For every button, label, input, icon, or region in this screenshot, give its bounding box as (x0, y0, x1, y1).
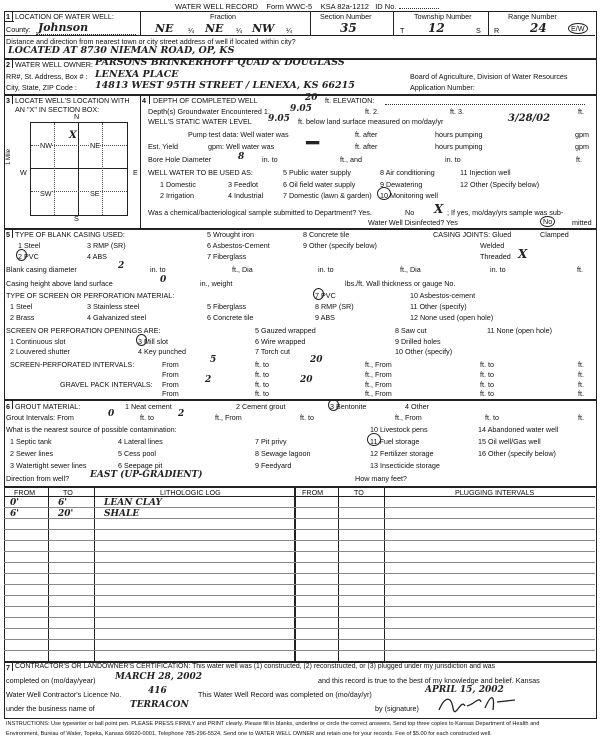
groundwater-label: Depth(s) Groundwater Encountered 1. (148, 107, 270, 116)
blank-diam-value[interactable]: 2 (118, 261, 125, 271)
gravel-to-value[interactable]: 20 (300, 375, 313, 385)
bore-label: Bore Hole Diameter (148, 155, 212, 164)
use-10-circle (377, 187, 391, 200)
chem-mitted: mitted (572, 218, 592, 227)
log-litho-header: LITHOLOGIC LOG (160, 488, 221, 497)
compass-e: E (133, 168, 138, 177)
ew-circled[interactable]: E/W (568, 23, 588, 34)
location-mark: X (69, 130, 77, 141)
pump-gpm: gpm (575, 130, 589, 139)
grout-4[interactable]: 4 Other (405, 402, 429, 411)
log-row-line (4, 507, 595, 508)
grout-from-value[interactable]: 0 (108, 409, 115, 419)
chem-rest: ; If yes, mo/day/yrs sample was sub- (447, 208, 564, 217)
casing-height-value[interactable]: 0 (160, 275, 167, 285)
log-row-line (4, 606, 595, 607)
log-row-1-desc[interactable]: LEAN CLAY (104, 498, 162, 508)
static-label: WELL'S STATIC WATER LEVEL (148, 117, 252, 126)
spi-from-value[interactable]: 5 (210, 355, 217, 365)
instructions-line-2: Environment, Bureau of Water, Topeka, Kansas 66620-0001. Telephone 785-296-5524. Send one to WATER WELL OWNER and retain one for your records. Fee of $5.00 for each constructed well. (6, 731, 492, 737)
contam-3[interactable]: 3 Watertight sewer lines (10, 461, 87, 470)
gravel-from-2: ft., From (365, 380, 392, 389)
grout-2[interactable]: 2 Cement grout (236, 402, 286, 411)
screen-9[interactable]: 9 ABS (315, 313, 335, 322)
opening-3[interactable]: 3 Mill slot (138, 337, 168, 346)
use-8[interactable]: 8 Air conditioning (380, 168, 435, 177)
use-1[interactable]: 1 Domestic (160, 180, 196, 189)
log-row-line (4, 639, 595, 640)
grout-to-2: ft. to (300, 413, 314, 422)
city-label: City, State, ZIP Code : (6, 83, 77, 92)
compass-s: S (74, 214, 79, 223)
chem-no[interactable]: No (405, 208, 415, 217)
ksa-ref: KSA 82a-1212 (320, 2, 369, 11)
log-row-line (4, 529, 595, 530)
screen-10[interactable]: 10 Asbestos-cement (410, 291, 476, 300)
contam-12[interactable]: 12 Fertilizer storage (370, 449, 434, 458)
gw-ft: ft. (578, 107, 584, 116)
screen-8[interactable]: 8 RMP (SR) (315, 302, 354, 311)
spi-ft-row2: ft. (578, 370, 584, 379)
casing-in-weight: in., weight (200, 279, 233, 288)
section-1-number: 1 (6, 12, 10, 21)
fraction-label: Fraction (210, 12, 236, 21)
joints-clamped[interactable]: Clamped (540, 230, 569, 239)
city-value[interactable]: 14813 WEST 95TH STREET / LENEXA, KS 66215 (95, 80, 355, 91)
static-rest: ft. below land surface measured on mo/day/yr (298, 117, 444, 126)
opening-7[interactable]: 7 Torch cut (255, 347, 291, 356)
screen-1[interactable]: 1 Steel (10, 302, 33, 311)
blank-ft-dia-2: ft., Dia (400, 265, 421, 274)
opening-5[interactable]: 5 Gauzed wrapped (255, 326, 316, 335)
use-4[interactable]: 4 Industrial (228, 191, 264, 200)
casing-label: TYPE OF BLANK CASING USED: (15, 230, 125, 239)
contam-6[interactable]: 6 Seepage pit (118, 461, 163, 470)
quarter-3: ¼ (286, 26, 292, 35)
quadrant-nw: NW (40, 141, 52, 150)
owner-value[interactable]: PARSONS BRINKERHOFF QUAD & DOUGLASS (95, 57, 345, 68)
spi-to-2: ft. to (480, 360, 494, 369)
chem-label: Was a chemical/bacteriological sample submitted to Department? Yes. (148, 208, 372, 217)
direction-value[interactable]: EAST (UP-GRADIENT) (90, 470, 203, 480)
log-row-2-from[interactable]: 6' (10, 509, 20, 519)
casing-5[interactable]: 5 Wrought iron (207, 230, 255, 239)
joints-welded[interactable]: Welded (480, 241, 505, 250)
contam-9[interactable]: 9 Feedyard (255, 461, 292, 470)
fraction-2[interactable]: NE (205, 22, 224, 35)
spi-ft: ft. (578, 360, 584, 369)
depth-label: DEPTH OF COMPLETED WELL (153, 96, 258, 105)
gravel-to-2-row2: ft. to (480, 389, 494, 398)
bore-in-to: in. to (262, 155, 278, 164)
spi-from-label: From (162, 360, 179, 369)
use-3[interactable]: 3 Feedlot (228, 180, 258, 189)
section-5-number: 5 (6, 230, 10, 239)
range-label: Range Number (508, 12, 557, 21)
locate-label-2: AN "X" IN SECTION BOX: (15, 105, 100, 114)
contam-4[interactable]: 4 Lateral lines (118, 437, 163, 446)
pump-after: ft. after (355, 130, 378, 139)
bore-in-to-2: in. to (445, 155, 461, 164)
spi-from-label-row2: From (162, 370, 179, 379)
log-row-line (4, 573, 595, 574)
screen-7[interactable]: 7 PVC (315, 291, 336, 300)
grout-to-3: ft. to (485, 413, 499, 422)
blank-in-to: in. to (150, 265, 166, 274)
grout-ft: ft. (578, 413, 584, 422)
screen-5[interactable]: 5 Fiberglass (207, 302, 247, 311)
grout-to-value[interactable]: 2 (178, 409, 185, 419)
screen-3[interactable]: 3 Stainless steel (87, 302, 140, 311)
blank-diam-label: Blank casing diameter (6, 265, 77, 274)
gravel-to-label: ft. to (255, 380, 269, 389)
casing-6[interactable]: 6 Asbestos-Cement (207, 241, 270, 250)
completed-date[interactable]: MARCH 28, 2002 (115, 672, 203, 682)
static-value[interactable]: 9.05 (268, 114, 290, 124)
casing-lbs: lbs./ft. Wall thickness or gauge No. (345, 279, 456, 288)
r-label: R (494, 26, 500, 35)
casing-8[interactable]: 8 Concrete tile (303, 230, 350, 239)
screen-11[interactable]: 11 Other (specify) (410, 302, 467, 311)
threaded-mark: X (518, 247, 528, 261)
county-value[interactable]: Johnson (38, 21, 89, 34)
quarter-1: ¼ (188, 26, 194, 35)
casing-7[interactable]: 7 Fiberglass (207, 252, 247, 261)
log-table (4, 486, 597, 663)
log-row-line (4, 562, 595, 563)
opening-1[interactable]: 1 Continuous slot (10, 337, 66, 346)
gravel-label: GRAVEL PACK INTERVALS: (60, 380, 153, 389)
grout-3-circle (328, 399, 339, 411)
spi-to-value[interactable]: 20 (310, 355, 323, 365)
section-2-number: 2 (6, 60, 10, 69)
how-many-feet: How many feet? (355, 474, 407, 483)
opening-3-circle (136, 334, 147, 346)
contam-11[interactable]: 11 Fuel storage (370, 437, 420, 446)
depth-value[interactable]: 20 (305, 93, 318, 103)
section-box[interactable] (30, 122, 128, 216)
contam-15[interactable]: 15 Oil well/Gas well (478, 437, 541, 446)
blank-ft-dia: ft., Dia (232, 265, 253, 274)
contam-5[interactable]: 5 Cess pool (118, 449, 156, 458)
pump-test-label: Pump test data: Well water was (188, 130, 289, 139)
contam-2[interactable]: 2 Sewer lines (10, 449, 54, 458)
quadrant-se: SE (90, 189, 100, 198)
contractor-signature (435, 692, 525, 716)
casing-9[interactable]: 9 Other (specify below) (303, 241, 377, 250)
spi-to-2-row2: ft. to (480, 370, 494, 379)
yield-hours: hours pumping (435, 142, 483, 151)
elevation-label: ft. ELEVATION: (325, 96, 375, 105)
licence-value[interactable]: 416 (148, 686, 167, 696)
completed-label: completed on (mo/day/year) (6, 676, 96, 685)
compass-n: N (74, 112, 80, 121)
gw-ft2: ft. 2. (365, 107, 379, 116)
screen-label: TYPE OF SCREEN OR PERFORATION MATERIAL: (6, 291, 175, 300)
contam-14[interactable]: 14 Abandoned water well (478, 425, 559, 434)
use-6[interactable]: 6 Oil field water supply (283, 180, 356, 189)
use-label: WELL WATER TO BE USED AS: (148, 168, 253, 177)
township-label: Township Number (414, 12, 472, 21)
form-header (175, 2, 439, 11)
form-title: WATER WELL RECORD (175, 2, 259, 11)
plug-from-header: FROM (302, 488, 324, 497)
spi-to-label-row2: ft. to (255, 370, 269, 379)
log-row-line (4, 595, 595, 596)
gravel-ft: ft. (578, 380, 584, 389)
use-11[interactable]: 11 Injection well (460, 168, 511, 177)
contam-label: What is the nearest source of possible contamination: (6, 425, 177, 434)
gravel-from-value[interactable]: 2 (205, 375, 212, 385)
use-7[interactable]: 7 Domestic (lawn & garden) (283, 191, 372, 200)
grout-intervals-label: Grout Intervals: From (6, 413, 74, 422)
contam-10[interactable]: 10 Livestock pens (370, 425, 428, 434)
casing-1[interactable]: 1 Steel (18, 241, 41, 250)
use-12[interactable]: 12 Other (Specify below) (460, 180, 540, 189)
plug-intervals-header: PLUGGING INTERVALS (455, 488, 535, 497)
cert-line-1: CONTRACTOR'S OR LANDOWNER'S CERTIFICATION: This water well was (1) constructed, (2) reconstructed, or (3) plugged under my jurisdiction and was (15, 663, 496, 670)
opening-2[interactable]: 2 Louvered shutter (10, 347, 70, 356)
owner-label: WATER WELL OWNER: (15, 60, 93, 69)
log-row-2-desc[interactable]: SHALE (104, 509, 140, 519)
opening-11[interactable]: 11 None (open hole) (487, 326, 552, 335)
joints-glued[interactable]: CASING JOINTS: Glued (433, 230, 512, 239)
log-row-line (4, 584, 595, 585)
use-2[interactable]: 2 Irrigation (160, 191, 194, 200)
disinfect-no[interactable]: No (540, 216, 555, 227)
spi-label: SCREEN-PERFORATED INTERVALS: (10, 360, 135, 369)
casing-2-circle (16, 249, 27, 261)
distance-value[interactable]: LOCATED AT 8730 NIEMAN ROAD, OP, KS (8, 45, 235, 56)
range-value[interactable]: 24 (530, 21, 547, 35)
casing-2[interactable]: 2 PVC (18, 252, 39, 261)
section-number-label: Section Number (320, 12, 372, 21)
grout-from-2: ft., From (215, 413, 242, 422)
grout-3[interactable]: 3 Bentonite (330, 402, 367, 411)
address-label: RR#, St. Address, Box # : (6, 72, 88, 81)
chem-no-mark: X (434, 202, 444, 216)
opening-6[interactable]: 6 Wire wrapped (255, 337, 306, 346)
quadrant-sw: SW (40, 189, 52, 198)
signature-label: by (signature) (375, 704, 419, 713)
log-row-1-to[interactable]: 6' (58, 498, 68, 508)
yield-scribble: ▬▬ (305, 138, 319, 148)
bore-ft: ft. (576, 155, 582, 164)
quadrant-ne: NE (90, 141, 100, 150)
static-date[interactable]: 3/28/02 (508, 113, 551, 124)
contam-13[interactable]: 13 Insecticide storage (370, 461, 440, 470)
direction-label: Direction from well? (6, 474, 70, 483)
section-7-number: 7 (6, 663, 10, 672)
grout-to-label: ft. to (140, 413, 154, 422)
grout-from-3: ft., From (395, 413, 422, 422)
compass-w: W (20, 168, 27, 177)
casing-4[interactable]: 4 ABS (87, 252, 107, 261)
gravel-ft-row2: ft. (578, 389, 584, 398)
screen-12[interactable]: 12 None used (open hole) (410, 313, 494, 322)
contam-1[interactable]: 1 Septic tank (10, 437, 52, 446)
opening-10[interactable]: 10 Other (specify) (395, 347, 453, 356)
fraction-1[interactable]: NE (155, 22, 174, 35)
opening-8[interactable]: 8 Saw cut (395, 326, 427, 335)
joints-threaded[interactable]: Threaded (480, 252, 511, 261)
fraction-3[interactable]: NW (252, 22, 275, 35)
log-row-line (4, 551, 595, 552)
opening-4[interactable]: 4 Key punched (138, 347, 186, 356)
openings-label: SCREEN OR PERFORATION OPENINGS ARE: (6, 326, 161, 335)
log-row-line (4, 540, 595, 541)
gravel-to-label-row2: ft. to (255, 389, 269, 398)
use-10[interactable]: 10 Monitoring well (380, 191, 438, 200)
spi-to-label: ft. to (255, 360, 269, 369)
yield-label: Est. Yield (148, 142, 178, 151)
log-row-line (4, 628, 595, 629)
form-number: Form WWC-5 (266, 2, 313, 11)
disinfect-label: Water Well Disinfected? Yes (368, 218, 458, 227)
screen-6[interactable]: 6 Concrete tile (207, 313, 254, 322)
log-row-1-from[interactable]: 0' (10, 498, 20, 508)
log-row-2-to[interactable]: 20' (58, 509, 74, 519)
business-value[interactable]: TERRACON (130, 700, 189, 710)
section-value[interactable]: 35 (340, 21, 357, 35)
opening-9[interactable]: 9 Drilled holes (395, 337, 441, 346)
yield-gpm-end: gpm (575, 142, 589, 151)
county-label: County: (6, 25, 31, 34)
gravel-from-2-row2: ft., From (365, 389, 392, 398)
blank-in-to-3: in. to (490, 265, 506, 274)
casing-3[interactable]: 3 RMP (SR) (87, 241, 126, 250)
contam-8[interactable]: 8 Sewage lagoon (255, 449, 311, 458)
contam-11-circle (367, 433, 381, 446)
spi-from-2: ft., From (365, 360, 392, 369)
spi-from-2-row2: ft., From (365, 370, 392, 379)
log-row-line (4, 617, 595, 618)
business-label: under the business name of (6, 704, 95, 713)
screen-4[interactable]: 4 Galvanized steel (87, 313, 147, 322)
licence-label: Water Well Contractor's Licence No. (6, 690, 122, 699)
grout-label: GROUT MATERIAL: (15, 402, 81, 411)
screen-7-circle (313, 288, 324, 300)
application-number-label: Application Number: (410, 83, 475, 92)
township-value[interactable]: 12 (428, 21, 445, 35)
contam-7[interactable]: 7 Pit privy (255, 437, 287, 446)
gravel-to-2: ft. to (480, 380, 494, 389)
t-label: T (400, 26, 405, 35)
board-label: Board of Agriculture, Division of Water Resources (410, 72, 568, 81)
gravel-from-label-row2: From (162, 389, 179, 398)
log-from-header: FROM (14, 488, 36, 497)
gravel-from-label: From (162, 380, 179, 389)
mile-label: 1 Mile (6, 148, 12, 165)
cert-line-3: This Water Well Record was completed on (mo/day/yr) (198, 690, 372, 699)
log-row-line (4, 650, 595, 651)
pump-hours: hours pumping (435, 130, 483, 139)
gw-ft3: ft. 3. (450, 107, 464, 116)
use-9[interactable]: 9 Dewatering (380, 180, 423, 189)
contam-16[interactable]: 16 Other (specify below) (478, 449, 556, 458)
log-to-header: TO (63, 488, 73, 497)
yield-gpm: gpm: Well water was (208, 142, 275, 151)
section-3-number: 3 (6, 96, 10, 105)
section-4-number: 4 (142, 96, 146, 105)
blank-in-to-2: in. to (318, 265, 334, 274)
quarter-2: ¼ (236, 26, 242, 35)
yield-after: ft. after (355, 142, 378, 151)
use-5[interactable]: 5 Public water supply (283, 168, 351, 177)
grout-1[interactable]: 1 Neat cement (125, 402, 172, 411)
bore-ft-and: ft., and (340, 155, 362, 164)
distance-label: Distance and direction from nearest town or city street address of well if located within city? (6, 37, 296, 46)
locate-label-1: LOCATE WELL'S LOCATION WITH (15, 96, 130, 105)
screen-2[interactable]: 2 Brass (10, 313, 35, 322)
casing-height-label: Casing height above land surface (6, 279, 113, 288)
cert-line-2: and this record is true to the best of my knowledge and belief. Kansas (318, 676, 540, 685)
instructions-line-1: INSTRUCTIONS: Use typewriter or ball point pen. PLEASE PRESS FIRMLY and PRINT clearly. Please fill in blanks, underline or circle the correct answers. Send top three copies to Kansas Department of Health and (6, 721, 540, 727)
s-label: S (476, 26, 481, 35)
section-6-number: 6 (6, 402, 10, 411)
id-label: ID No. (375, 2, 397, 11)
log-row-line (4, 518, 595, 519)
address-value[interactable]: LENEXA PLACE (95, 69, 179, 80)
blank-ft: ft. (577, 265, 583, 274)
location-label: LOCATION OF WATER WELL: (15, 12, 114, 21)
plug-to-header: TO (354, 488, 364, 497)
record-date[interactable]: APRIL 15, 2002 (425, 685, 504, 695)
groundwater-value[interactable]: 9.05 (290, 104, 312, 114)
bore-value[interactable]: 8 (238, 152, 245, 162)
